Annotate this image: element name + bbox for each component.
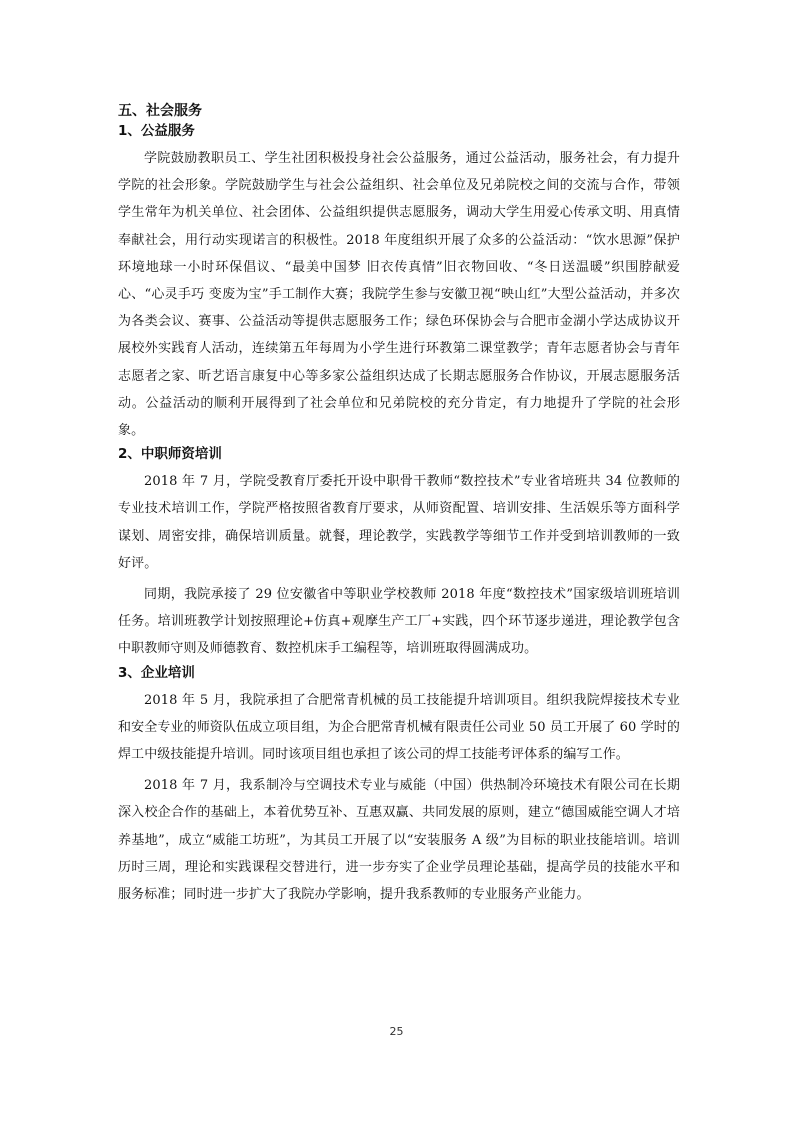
paragraph: 同期，我院承接了 29 位安徽省中等职业学校教师 2018 年度“数控技术”国家级培训班培训任务。培训班教学计划按照理论+仿真+观摩生产工厂+实践，四个环节逐步递进，理论教学包含中职教师守则及师德教育、数控机床手工编程等，培训班取得圆满成功。 [118,587,680,657]
subsection-title: 2、中职师资培训 [118,446,222,463]
paragraph: 2018 年 7 月，我系制冷与空调技术专业与威能（中国）供热制冷环境技术有限公司在长期深入校企合作的基础上，本着优势互补、互惠双赢、共同发展的原则，建立“德国威能空调人才培养基地”，成立“威能工坊班”，为其员工开展了以“安装服务 A 级”为目标的职业技能培训。培训历时三周，理论和实践课程交替进行，进一步夯实了企业学员理论基础，提高学员的技能水平和服务标准；同时进一步扩大了我院办学影响，提升我系教师的专业服务产业能力。 [118,778,680,903]
subsection-enterprise-training [118,663,680,909]
paragraph: 学院鼓励教职员工、学生社团积极投身社会公益服务，通过公益活动，服务社会，有力提升学院的社会形象。学院鼓励学生与社会公益组织、社会单位及兄弟院校之间的交流与合作，带领学生常年为机关单位、社会团体、公益组织提供志愿服务，调动大学生用爱心传承文明、用真情奉献社会，用行动实现诺言的积极性。2018 年度组织开展了众多的公益活动：“饮水思源”保护环境地球一小时环保倡议、“最美中国梦 旧衣传真情”旧衣物回收、“冬日送温暖”织围脖献爱心、“心灵手巧 变废为宝”手工制作大赛；我院学生参与安徽卫视“映山红”大型公益活动，并多次为各类会议、赛事、公益活动等提供志愿服务工作；绿色环保协会与合肥市金湖小学达成协议开展校外实践育人活动，连续第五年每周为小学生进行环教第二课堂教学；青年志愿者协会与青年志愿者之家、昕艺语言康复中心等多家公益组织达成了长期志愿服务合作协议，开展志愿服务活动。公益活动的顺利开展得到了社会单位和兄弟院校的充分肯定，有力地提升了学院的社会形象。 [118,151,680,439]
page-content [118,101,680,908]
subsection-public-welfare [118,121,680,444]
page-number: 25 [389,1025,404,1038]
subsection-teacher-training [118,444,680,662]
subsection-title: 3、企业培训 [118,664,195,681]
subsection-title: 1、公益服务 [118,123,195,139]
section-title: 五、社会服务 [118,103,202,119]
paragraph: 2018 年 5 月，我院承担了合肥常青机械的员工技能提升培训项目。组织我院焊接技术专业和安全专业的师资队伍成立项目组，为企合肥常青机械有限责任公司业 50 员工开展了 60 学时的焊工中级技能提升培训。同时该项目组也承担了该公司的焊工技能考评体系的编写工作。 [118,692,680,763]
paragraph: 2018 年 7 月，学院受教育厅委托开设中职骨干教师“数控技术”专业省培班共 34 位教师的专业技术培训工作，学院严格按照省教育厅要求，从师资配置、培训安排、生活娱乐等方面科学谋划、周密安排，确保培训质量。就餐，理论教学，实践教学等细节工作并受到培训教师的一致好评。 [118,474,680,571]
